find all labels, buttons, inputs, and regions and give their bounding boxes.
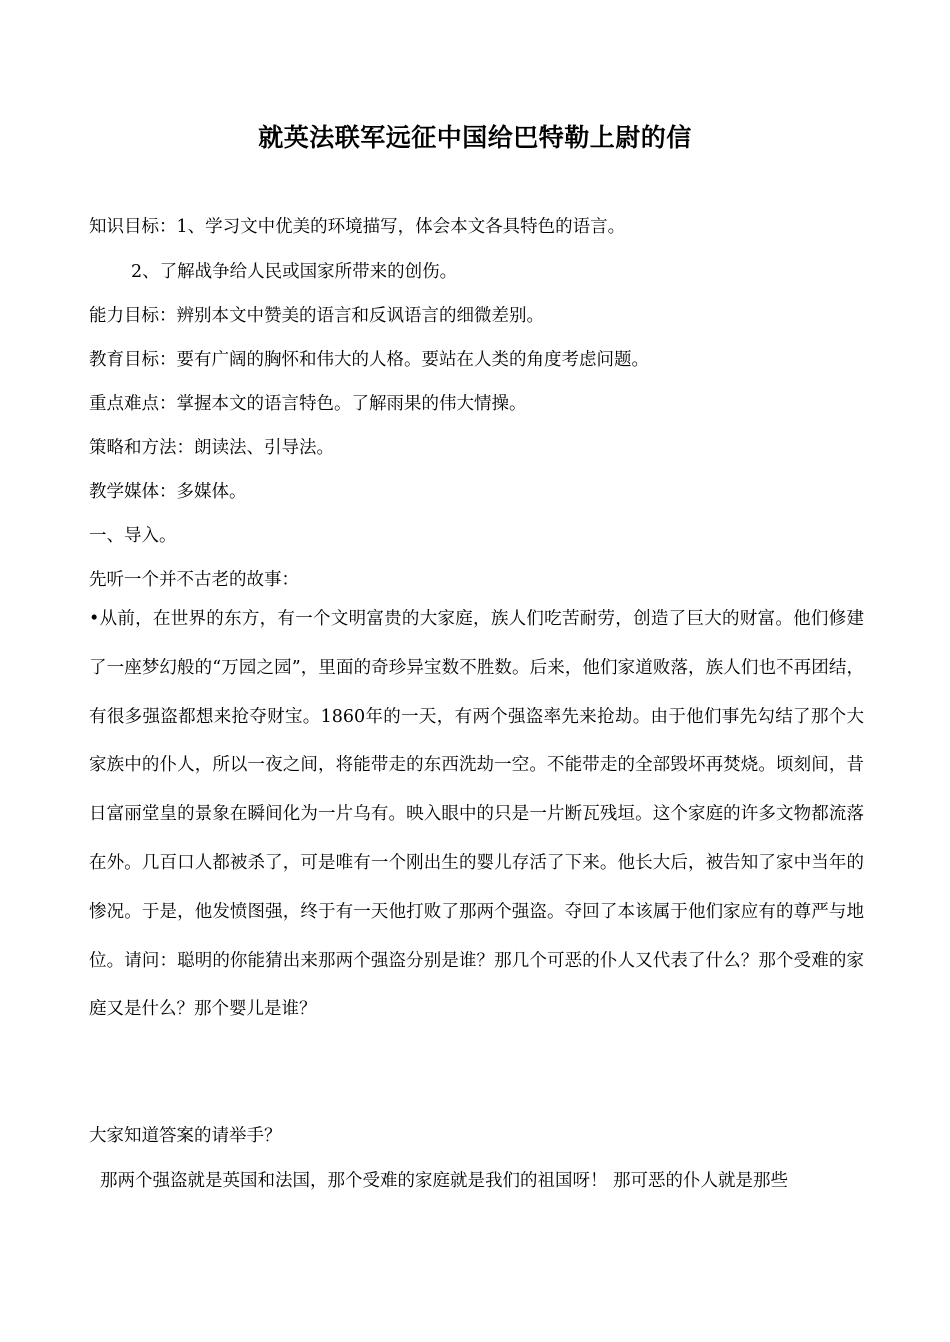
question-line: 大家知道答案的请举手？: [89, 1126, 282, 1146]
answer-line: 那两个强盗就是英国和法国，那个受难的家庭就是我们的祖国呀！ 那可恶的仆人就是那些: [100, 1171, 789, 1191]
knowledge-objective-2: 2、了解战争给人民或国家所带来的创伤。: [131, 262, 458, 282]
ability-objective: 能力目标：辨别本文中赞美的语言和反讽语言的细微差别。: [89, 306, 544, 326]
teaching-media: 教学媒体：多媒体。: [89, 482, 247, 502]
strategy-method: 策略和方法：朗读法、引导法。: [89, 438, 334, 458]
story-paragraph: •从前，在世界的东方，有一个文明富贵的大家庭，族人们吃苦耐劳，创造了巨大的财富。他们修建了一座梦幻般的“万园之园”，里面的奇珍异宝数不胜数。后来，他们家道败落，族人们也不再团结，有很多强盗都想来抢夺财宝。1860年的一天，有两个强盗率先来抢劫。由于他们事先勾结了那个大家族中的仆人，所以一夜之间，将能带走的东西洗劫一空。不能带走的全部毁坏再焚烧。顷刻间，昔日富丽堂皇的景象在瞬间化为一片乌有。映入眼中的只是一片断瓦残垣。这个家庭的许多文物都流落在外。几百口人都被杀了，可是唯有一个刚出生的婴儿存活了下来。他长大后，被告知了家中当年的惨况。于是，他发愤图强，终于有一天他打败了那两个强盗。夺回了本该属于他们家应有的尊严与地位。请问：聪明的你能猜出来那两个强盗分别是谁？那几个可恶的仆人又代表了什么？那个受难的家庭又是什么？那个婴儿是谁？: [89, 609, 864, 1020]
key-points: 重点难点：掌握本文的语言特色。了解雨果的伟大情操。: [89, 394, 527, 414]
document-title: 就英法联军远征中国给巴特勒上尉的信: [258, 123, 692, 152]
story-intro: 先听一个并不古老的故事：: [89, 570, 299, 590]
knowledge-objective-1: 知识目标：1、学习文中优美的环境描写，体会本文各具特色的语言。: [89, 217, 626, 237]
section-heading-intro: 一、导入。: [89, 526, 177, 546]
education-objective: 教育目标：要有广阔的胸怀和伟大的人格。要站在人类的角度考虑问题。: [89, 350, 649, 370]
